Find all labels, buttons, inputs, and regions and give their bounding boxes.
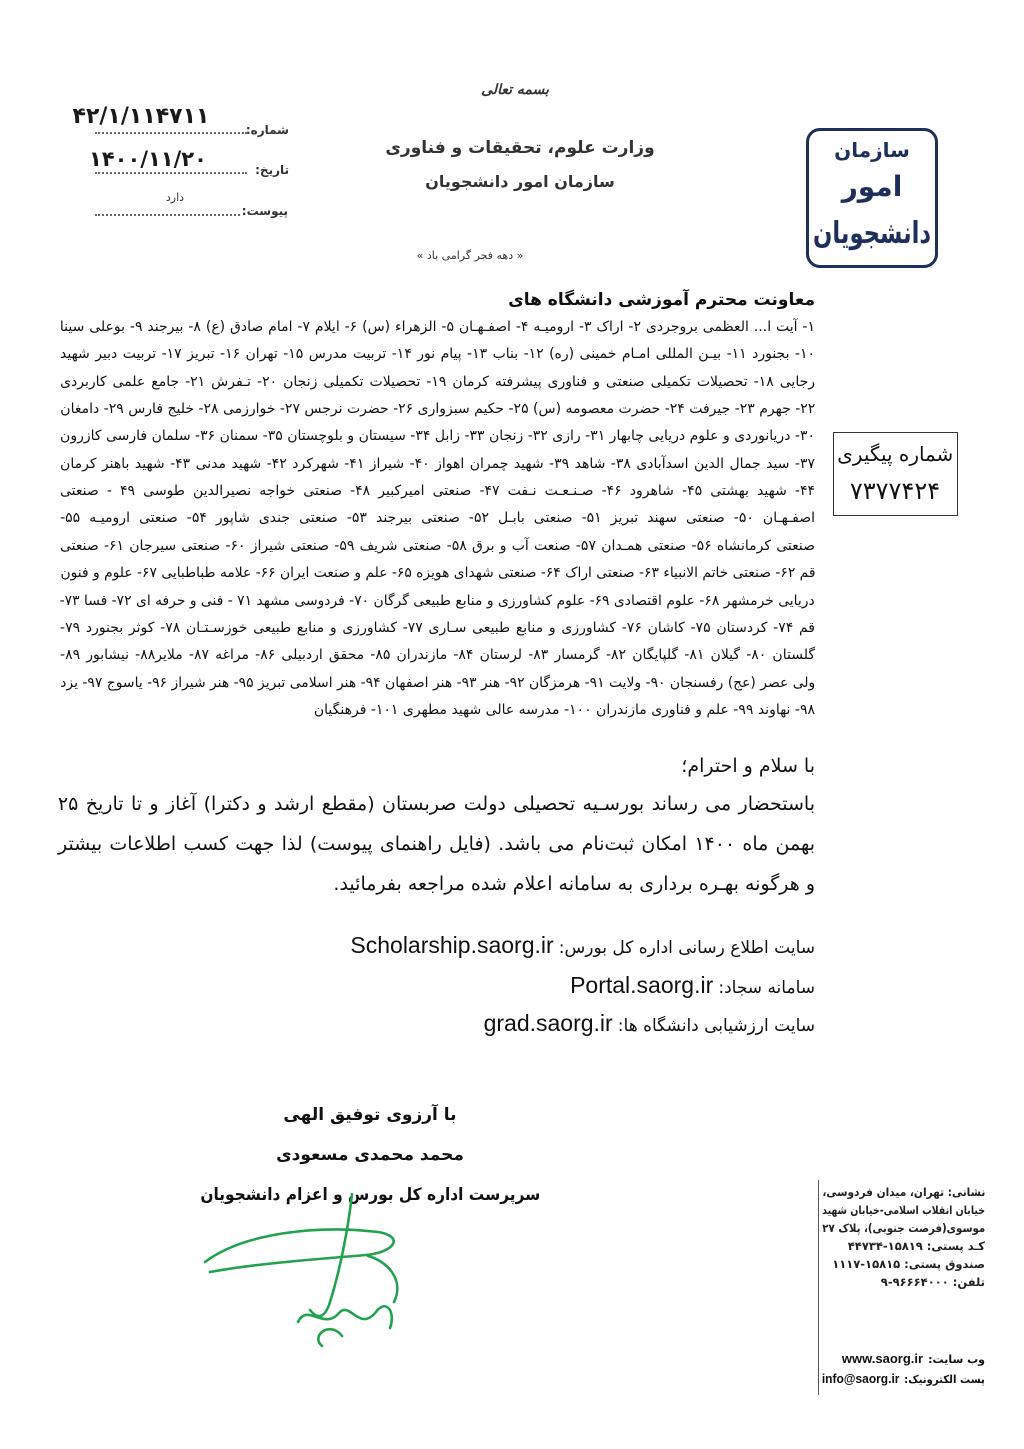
bismillah — [460, 78, 570, 102]
portal-link[interactable]: Portal.saorg.ir — [570, 972, 714, 998]
dotted-leader — [95, 214, 240, 216]
letter-date-text: ۱۴۰۰/۱۱/۲۰ — [89, 147, 207, 171]
recipient-line — [60, 643, 815, 667]
link-row-grad — [290, 1006, 815, 1040]
email-row — [822, 1368, 985, 1388]
email-link[interactable]: info@saorg.ir — [822, 1371, 900, 1386]
slogan — [370, 246, 570, 266]
signer-name — [200, 1140, 540, 1170]
recipient-line — [60, 616, 815, 640]
website-row — [822, 1348, 985, 1368]
tracking-label-text: شماره پیگیری — [836, 442, 953, 466]
organization-title — [400, 168, 640, 196]
closing-wish — [200, 1100, 540, 1130]
address-line — [822, 1219, 985, 1237]
addressee — [380, 286, 815, 314]
recipient-line-text: صنعتی کرمانشاه ۵۶- صنعتی همـدان ۵۷- صنعت آب و برق ۵۸- صنعتی شریف ۵۹- صنعتی شیراز ۶۰- صنعتی سیرجان ۶۱- صنعتی — [59, 538, 815, 554]
scholarship-link[interactable]: Scholarship.saorg.ir — [350, 932, 554, 958]
address-line-text: نشانی: تهران، میدان فردوسی، — [822, 1185, 985, 1199]
number-label-text: شماره: — [245, 123, 289, 137]
recipient-line — [60, 561, 815, 585]
body-line — [58, 789, 815, 819]
logo-word-1 — [813, 135, 931, 165]
letter-date — [86, 144, 210, 174]
recipient-line — [60, 534, 815, 558]
date-label — [245, 160, 289, 180]
recipient-line-text: ۳۷- سید جمال الدین اسدآبادی ۳۸- شاهد ۳۹- شهید چمران اهواز ۴۰- شیراز ۴۱- شهرکرد ۴۲- شهید مدنی ۴۳- شهید باهنر کرمان — [60, 456, 815, 472]
po-box-text: صندوق پستی: ۱۵۸۱۵-۱۱۱۷ — [832, 1257, 985, 1271]
letter-number-text: ۴۲/۱/۱۱۴۷۱۱ — [72, 104, 210, 129]
recipient-line-text: ۹۸- نهاوند ۹۹- علم و فناوری مازندران ۱۰۰- مدرسه عالی شهید مطهری ۱۰۱- فرهنگیان — [313, 702, 815, 718]
recipient-line-text: گلستان ۸۰- گیلان ۸۱- گلپایگان ۸۲- گرمسار ۸۳- لرستان ۸۴- مازندران ۸۵- محقق اردبیلی ۸۶- مراغه ۸۷- ملایر۸۸- نیشابور ۸۹- — [60, 647, 815, 663]
date-label-text: تاریخ: — [255, 163, 289, 177]
link-row-portal — [290, 968, 815, 1002]
email-row-inner — [822, 1368, 985, 1390]
addressee-text: معاونت محترم آموزشی دانشگاه های — [508, 290, 815, 310]
link-row-inner — [350, 928, 815, 965]
ministry-title — [370, 134, 670, 162]
letter-number — [70, 102, 212, 132]
recipient-line — [60, 397, 815, 421]
website-link[interactable]: www.saorg.ir — [841, 1351, 924, 1366]
closing-wish-text: با آرزوی توفیق الهی — [283, 1105, 457, 1125]
link-label: سامانه سجاد: — [718, 978, 815, 998]
recipient-line-text: رجایی ۱۸- تحصیلات تکمیلی صنعتی و فناوری پیشرفته کرمان ۱۹- تحصیلات تکمیلی زنجان ۲۰- تـفرش ۲۱- جامع علمی کاربردی — [60, 374, 815, 390]
recipient-line-text: ۲۲- جهرم ۲۳- جیرفت ۲۴- حضرت معصومه (س) ۲۵- حکیم سبزواری ۲۶- حضرت نرجس ۲۷- خوارزمی ۲۸- خلیج فارس ۲۹- دامغان — [60, 401, 815, 417]
grad-link[interactable]: grad.saorg.ir — [483, 1010, 613, 1036]
recipient-line-text: قم ۶۲- صنعتی خاتم الانبیاء ۶۳- صنعتی اراک ۶۴- صنعتی شهدای هویزه ۶۵- علم و صنعت ایران ۶۶- علامه طباطبایی ۶۷- علوم و فنون — [59, 565, 815, 581]
link-label: سایت ارزشیابی دانشگاه ها: — [617, 1016, 815, 1036]
tracking-number — [837, 473, 953, 509]
ministry-title-text: وزارت علوم، تحقیقات و فناوری — [385, 138, 655, 158]
address-line-text: خیابان انقلاب اسلامی-خیابان شهید — [822, 1203, 985, 1217]
recipient-line-text: ولی عصر (عج) رفسنجان ۹۰- ولایت ۹۱- هرمزگان ۹۲- هنر ۹۳- هنر اصفهان ۹۴- هنر اسلامی تبریز ۹۵- هنر شیراز ۹۶- یاسوج ۹۷- یزد — [59, 675, 815, 691]
attachment-value-text: دارد — [165, 191, 185, 204]
logo-word-3-text: دانشجویان — [812, 216, 931, 251]
body-line-text: باستحضار می رساند بورسـیه تحصیلی دولت صربستان (مقطع ارشد و دکترا) آغاز و تا تاریخ ۲۵ — [57, 793, 815, 815]
slogan-text: « دهه فجر گرامی باد » — [416, 249, 524, 262]
recipient-line-text: دریایی خرمشهر ۶۸- علوم اقتصادی ۶۹- علوم کشاورزی و منابع طبیعی گرگان ۷۰- فردوسی مشهد ۷۱ - فنی و حرفه ای ۷۲- فسا ۷۳- — [59, 593, 815, 609]
greeting — [500, 752, 815, 780]
signer-title-text: سرپرست اداره کل بورس و اعزام دانشجویان — [200, 1185, 540, 1205]
recipient-line — [60, 315, 815, 339]
recipient-line — [60, 671, 815, 695]
body-line-text: و هرگونه بهـره برداری به سامانه اعلام شده مراجعه بفرمائید. — [333, 873, 815, 895]
link-row-inner — [484, 1006, 815, 1043]
organization-logo — [806, 128, 938, 268]
recipient-line — [60, 589, 815, 613]
recipient-line-text: اصفـهـان ۵۰- صنعتی سهند تبریز ۵۱- صنعتی بابـل ۵۲- صنعتی بیرجند ۵۳- صنعتی جندی شاپور ۵۴- صنعتی ارومیـه ۵۵- — [60, 510, 815, 526]
body-line — [58, 829, 815, 859]
link-label: سایت اطلاع رسانی اداره کل بورس: — [558, 938, 815, 958]
link-row-inner — [570, 968, 815, 1005]
handwritten-signature — [190, 1170, 420, 1350]
email-label: پست الکترونیک: — [904, 1373, 985, 1386]
number-label — [245, 120, 289, 140]
recipient-line — [60, 342, 815, 366]
postal-code-text: کـد پستی: ۱۵۸۱۹-۴۴۷۳۴ — [847, 1239, 985, 1253]
website-label: وب سایت: — [928, 1353, 985, 1366]
greeting-text: با سلام و احترام؛ — [681, 755, 815, 777]
tracking-number-text: ۷۳۷۷۴۲۴ — [849, 477, 941, 505]
recipient-line-text: ۴۴- شهید بهشتی ۴۵- شاهرود ۴۶- صـنـعـت نـفت ۴۷- صنعتی امیرکبیر ۴۸- صنعتی خواجه نصیرالدین طوسی ۴۹ - صنعتی — [60, 483, 815, 499]
link-row-scholarship — [290, 928, 815, 962]
postal-code — [822, 1237, 985, 1255]
address-line-text: موسوی(فرصت جنوبی)، پلاک ۲۷ — [822, 1221, 985, 1235]
body-line-text: بهمن ماه ۱۴۰۰ امکان ثبت‌نام می باشد. (فایل راهنمای پیوست) لذا جهت کسب اطلاعات بیشتر — [58, 833, 815, 855]
dotted-leader — [95, 132, 247, 134]
bismillah-text: بسمه تعالی — [481, 82, 549, 98]
recipient-line-text: قم ۷۴- کردستان ۷۵- کاشان ۷۶- کشاورزی و منابع طبیعی سـاری ۷۷- کشاورزی و منابع طبیعی خوزسـتـان ۷۸- کوثر بجنورد ۷۹- — [60, 620, 815, 636]
phone-text: تلفن: ۹۶۶۶۴۰۰۰-۹ — [880, 1275, 985, 1289]
body-line — [58, 869, 815, 899]
tracking-label — [837, 437, 953, 471]
recipient-line — [60, 370, 815, 394]
attachment-label-text: پیوست: — [241, 204, 288, 218]
website-row-inner — [842, 1348, 985, 1370]
recipient-line — [60, 424, 815, 448]
recipient-line — [60, 452, 815, 476]
attachment-value — [150, 190, 200, 206]
phone — [822, 1273, 985, 1291]
po-box — [822, 1255, 985, 1273]
recipient-line-text: ۱۰- بجنورد ۱۱- بیـن المللی امـام خمینی (ره) ۱۲- بناب ۱۳- پیام نور ۱۴- تربیت مدرس ۱۵- تهران ۱۶- تبریز ۱۷- تربیت دبیر شهید — [60, 346, 815, 362]
recipient-line — [60, 698, 815, 722]
tracking-box — [833, 432, 958, 516]
signer-name-text: محمد محمدی مسعودی — [276, 1145, 464, 1165]
attachment-label — [238, 201, 288, 221]
logo-word-1-text: سازمان — [834, 138, 910, 162]
logo-word-2-text: امور — [841, 170, 903, 203]
logo-word-2 — [813, 167, 931, 207]
recipient-line — [60, 479, 815, 503]
recipient-line-text: ۳۰- دریانوردی و علوم دریایی چابهار ۳۱- رازی ۳۲- زنجان ۳۳- زابل ۳۴- سیستان و بلوچستان ۳۵- سمنان ۳۶- سلمان فارسی کازرون — [60, 428, 815, 444]
address-line — [822, 1201, 985, 1219]
address-line — [822, 1183, 985, 1201]
recipient-line-text: ۱- آیت ا... العظمی بروجردی ۲- اراک ۳- ارومیـه ۴- اصفـهـان ۵- الزهراء (س) ۶- ایلام ۷- امام صادق (ع) ۸- بیرجند ۹- بوعلی سینا — [59, 319, 815, 335]
recipient-line — [60, 506, 815, 530]
organization-title-text: سازمان امور دانشجویان — [425, 172, 615, 191]
logo-word-3 — [813, 211, 931, 257]
